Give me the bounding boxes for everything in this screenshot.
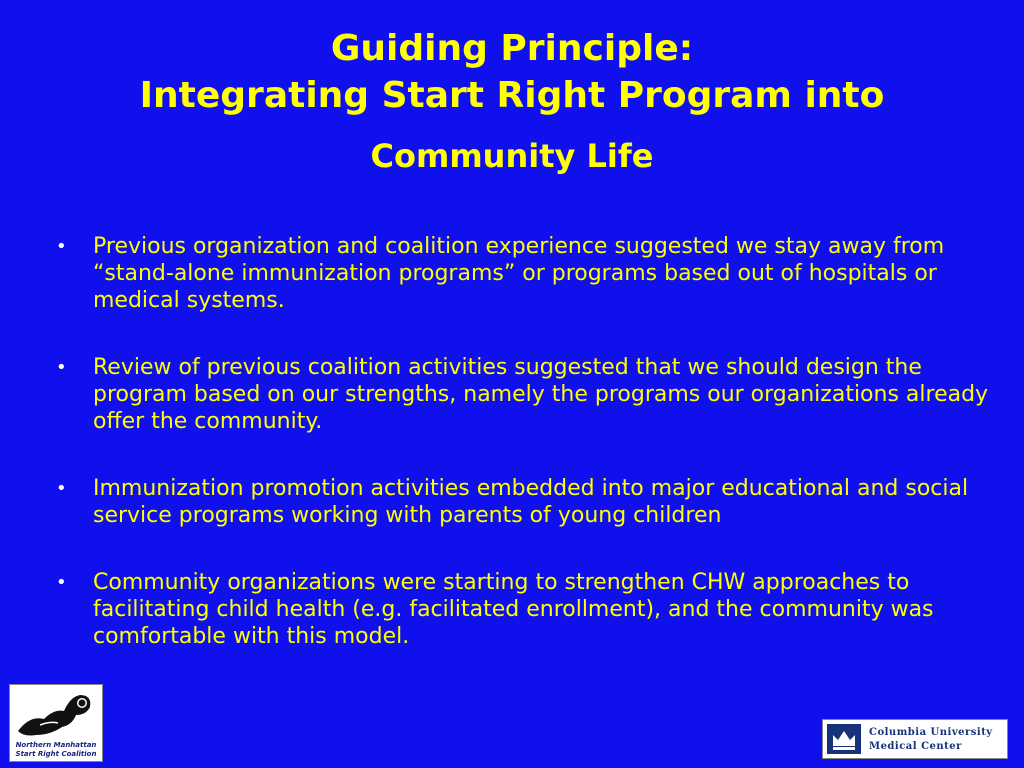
bullet-item	[56, 569, 1006, 650]
bullet-dot-icon: •	[56, 478, 67, 499]
bullet-dot-icon: •	[56, 357, 67, 378]
northern-manhattan-logo	[9, 684, 103, 762]
bullet-item	[56, 475, 1006, 529]
bullet-item	[56, 354, 1006, 435]
crown-icon	[827, 724, 861, 754]
title-line-3: Community Life	[370, 137, 654, 175]
slide-title	[0, 26, 1024, 182]
reclining-figure-icon	[10, 685, 102, 741]
bullet-text: Review of previous coalition activities suggested that we should design the program based on our strengths, namely the programs our organizations already offer the community.	[93, 355, 989, 434]
columbia-name-line-1: Columbia University	[869, 727, 993, 738]
bullet-dot-icon: •	[56, 236, 67, 257]
logo-caption-line-1: Northern Manhattan	[15, 741, 97, 749]
bullet-list	[56, 233, 1006, 690]
bullet-text: Immunization promotion activities embedded into major educational and social service programs working with parents of young children	[93, 476, 969, 528]
bullet-dot-icon: •	[56, 572, 67, 593]
bullet-text: Previous organization and coalition experience suggested we stay away from “stand-alone immunization programs” or programs based out of hospitals or medical systems.	[93, 234, 945, 313]
bullet-item	[56, 233, 1006, 314]
bullet-text: Community organizations were starting to strengthen CHW approaches to facilitating child health (e.g. facilitated enrollment), and the community was comfortable with this model.	[93, 570, 934, 649]
columbia-name-line-2: Medical Center	[869, 741, 962, 752]
logo-caption-line-2: Start Right Coalition	[15, 750, 97, 758]
title-line-1: Guiding Principle:	[330, 28, 694, 69]
columbia-logo	[822, 719, 1008, 759]
title-line-2: Integrating Start Right Program into	[139, 75, 885, 116]
